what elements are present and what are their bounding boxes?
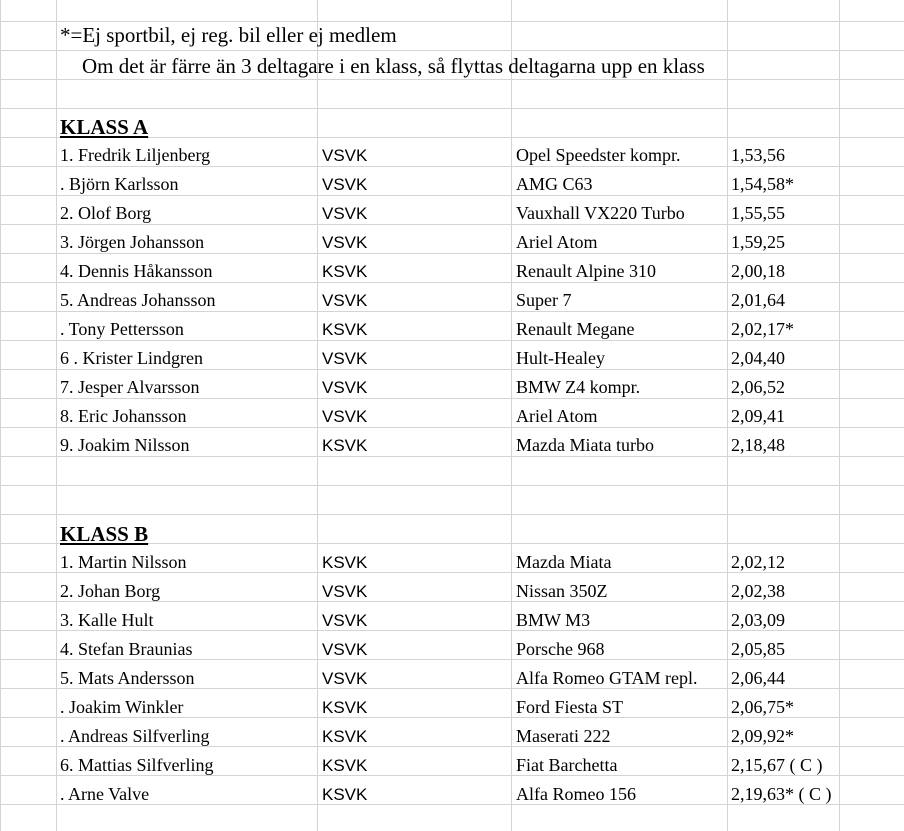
car-cell[interactable]: Ariel Atom xyxy=(516,232,598,252)
car-cell[interactable]: Maserati 222 xyxy=(516,726,611,746)
club-cell[interactable]: VSVK xyxy=(322,582,368,601)
time-cell[interactable]: 1,53,56 xyxy=(731,145,785,165)
car-cell[interactable]: Ford Fiesta ST xyxy=(516,697,624,717)
car-cell[interactable]: Mazda Miata turbo xyxy=(516,435,654,455)
time-cell[interactable]: 1,59,25 xyxy=(731,232,785,252)
club-cell[interactable]: KSVK xyxy=(322,698,368,717)
driver-name-cell[interactable]: 2. Olof Borg xyxy=(60,203,152,223)
column-divider xyxy=(56,0,57,831)
time-cell[interactable]: 2,02,17* xyxy=(731,319,794,339)
club-cell[interactable]: VSVK xyxy=(322,291,368,310)
time-cell[interactable]: 1,54,58* xyxy=(731,174,794,194)
column-divider xyxy=(727,0,728,831)
driver-name-cell[interactable]: 2. Johan Borg xyxy=(60,581,161,601)
klass-b-heading[interactable]: KLASS B xyxy=(60,522,149,546)
car-cell[interactable]: Alfa Romeo 156 xyxy=(516,784,636,804)
club-cell[interactable]: KSVK xyxy=(322,785,368,804)
car-cell[interactable]: Fiat Barchetta xyxy=(516,755,618,775)
club-cell[interactable]: VSVK xyxy=(322,611,368,630)
driver-name-cell[interactable]: . Björn Karlsson xyxy=(60,174,179,194)
car-cell[interactable]: Nissan 350Z xyxy=(516,581,608,601)
driver-name-cell[interactable]: 9. Joakim Nilsson xyxy=(60,435,190,455)
club-cell[interactable]: VSVK xyxy=(322,669,368,688)
club-cell[interactable]: KSVK xyxy=(322,320,368,339)
car-cell[interactable]: Hult-Healey xyxy=(516,348,605,368)
car-cell[interactable]: Renault Megane xyxy=(516,319,635,339)
car-cell[interactable]: Porsche 968 xyxy=(516,639,605,659)
club-cell[interactable]: VSVK xyxy=(322,175,368,194)
club-cell[interactable]: KSVK xyxy=(322,756,368,775)
time-cell[interactable]: 2,19,63* ( C ) xyxy=(731,784,832,804)
club-cell[interactable]: VSVK xyxy=(322,349,368,368)
car-cell[interactable]: AMG C63 xyxy=(516,174,593,194)
car-cell[interactable]: Super 7 xyxy=(516,290,572,310)
driver-name-cell[interactable]: 6 . Krister Lindgren xyxy=(60,348,203,368)
car-cell[interactable]: Alfa Romeo GTAM repl. xyxy=(516,668,698,688)
club-cell[interactable]: VSVK xyxy=(322,640,368,659)
driver-name-cell[interactable]: 1. Fredrik Liljenberg xyxy=(60,145,211,165)
time-cell[interactable]: 2,06,75* xyxy=(731,697,794,717)
club-cell[interactable]: VSVK xyxy=(322,407,368,426)
driver-name-cell[interactable]: 1. Martin Nilsson xyxy=(60,552,187,572)
car-cell[interactable]: Mazda Miata xyxy=(516,552,612,572)
time-cell[interactable]: 2,09,41 xyxy=(731,406,785,426)
legend-note[interactable]: *=Ej sportbil, ej reg. bil eller ej medlem xyxy=(60,23,397,47)
club-cell[interactable]: KSVK xyxy=(322,727,368,746)
column-divider xyxy=(511,0,512,831)
time-cell[interactable]: 2,04,40 xyxy=(731,348,785,368)
driver-name-cell[interactable]: 6. Mattias Silfverling xyxy=(60,755,214,775)
driver-name-cell[interactable]: 3. Kalle Hult xyxy=(60,610,154,630)
time-cell[interactable]: 2,06,44 xyxy=(731,668,785,688)
driver-name-cell[interactable]: 4. Stefan Braunias xyxy=(60,639,193,659)
driver-name-cell[interactable]: 5. Andreas Johansson xyxy=(60,290,216,310)
time-cell[interactable]: 2,09,92* xyxy=(731,726,794,746)
club-cell[interactable]: KSVK xyxy=(322,262,368,281)
time-cell[interactable]: 2,05,85 xyxy=(731,639,785,659)
club-cell[interactable]: KSVK xyxy=(322,436,368,455)
time-cell[interactable]: 2,01,64 xyxy=(731,290,785,310)
car-cell[interactable]: Ariel Atom xyxy=(516,406,598,426)
driver-name-cell[interactable]: 5. Mats Andersson xyxy=(60,668,195,688)
time-cell[interactable]: 2,02,38 xyxy=(731,581,785,601)
car-cell[interactable]: BMW M3 xyxy=(516,610,591,630)
driver-name-cell[interactable]: . Andreas Silfverling xyxy=(60,726,210,746)
car-cell[interactable]: Renault Alpine 310 xyxy=(516,261,656,281)
time-cell[interactable]: 2,03,09 xyxy=(731,610,785,630)
driver-name-cell[interactable]: 4. Dennis Håkansson xyxy=(60,261,213,281)
time-cell[interactable]: 2,15,67 ( C ) xyxy=(731,755,823,775)
driver-name-cell[interactable]: 8. Eric Johansson xyxy=(60,406,187,426)
time-cell[interactable]: 1,55,55 xyxy=(731,203,785,223)
club-cell[interactable]: VSVK xyxy=(322,146,368,165)
club-cell[interactable]: VSVK xyxy=(322,204,368,223)
driver-name-cell[interactable]: 3. Jörgen Johansson xyxy=(60,232,205,252)
car-cell[interactable]: Opel Speedster kompr. xyxy=(516,145,681,165)
klass-a-heading[interactable]: KLASS A xyxy=(60,115,149,139)
driver-name-cell[interactable]: . Arne Valve xyxy=(60,784,150,804)
driver-name-cell[interactable]: . Tony Pettersson xyxy=(60,319,184,339)
club-cell[interactable]: VSVK xyxy=(322,233,368,252)
time-cell[interactable]: 2,02,12 xyxy=(731,552,785,572)
club-cell[interactable]: VSVK xyxy=(322,378,368,397)
car-cell[interactable]: Vauxhall VX220 Turbo xyxy=(516,203,685,223)
driver-name-cell[interactable]: . Joakim Winkler xyxy=(60,697,184,717)
time-cell[interactable]: 2,18,48 xyxy=(731,435,785,455)
club-cell[interactable]: KSVK xyxy=(322,553,368,572)
class-rule-note[interactable]: Om det är färre än 3 deltagare i en klass, så flyttas deltagarna upp en klass xyxy=(82,54,705,78)
column-divider xyxy=(317,0,318,831)
car-cell[interactable]: BMW Z4 kompr. xyxy=(516,377,641,397)
time-cell[interactable]: 2,06,52 xyxy=(731,377,785,397)
driver-name-cell[interactable]: 7. Jesper Alvarsson xyxy=(60,377,200,397)
column-divider xyxy=(839,0,840,831)
time-cell[interactable]: 2,00,18 xyxy=(731,261,785,281)
